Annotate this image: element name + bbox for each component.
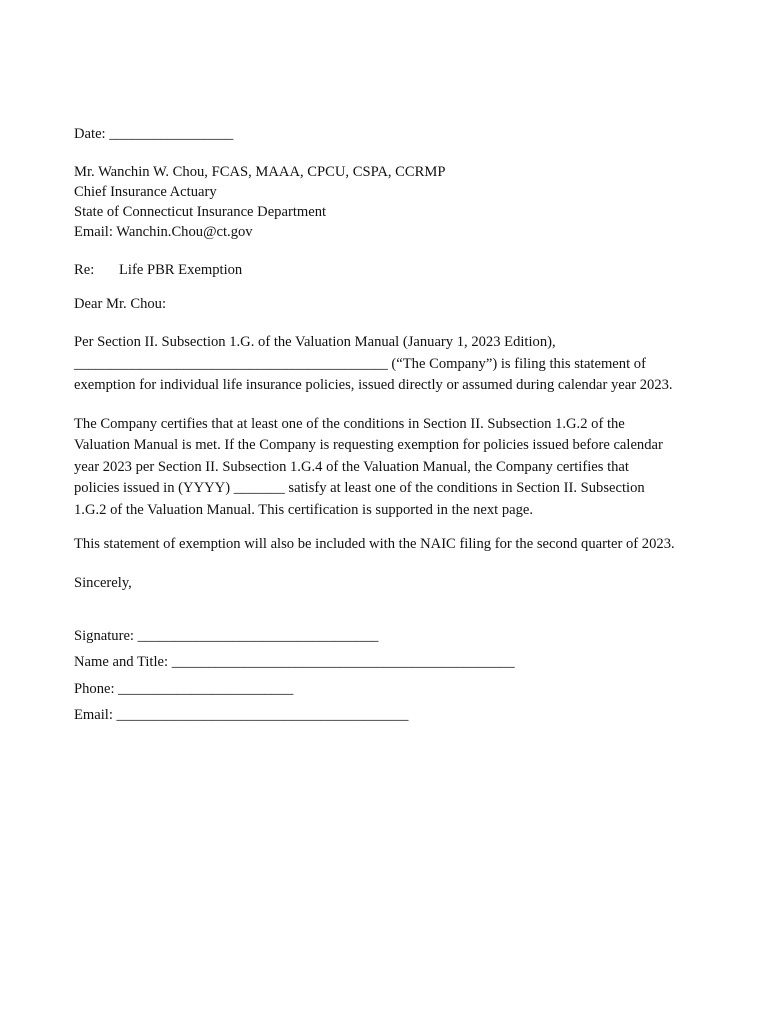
phone-field[interactable]: Phone: ________________________ bbox=[74, 680, 294, 697]
salutation: Dear Mr. Chou: bbox=[74, 296, 167, 312]
paragraph-line: The Company certifies that at least one of the conditions in Section II. Subsection 1.G.2 of the bbox=[74, 415, 625, 432]
recipient-department: State of Connecticut Insurance Department bbox=[74, 204, 327, 220]
signature-field[interactable]: Signature: _________________________________ bbox=[74, 627, 379, 644]
paragraph-naic-filing: This statement of exemption will also be included with the NAIC filing for the second quarter of 2023. bbox=[74, 536, 675, 552]
company-name-field[interactable]: ___________________________________________ (“The Company”) is filing this statement of bbox=[74, 355, 646, 372]
re-subject: Life PBR Exemption bbox=[119, 262, 243, 278]
year-field[interactable]: policies issued in (YYYY) _______ satisfy at least one of the conditions in Section II. Subsection bbox=[74, 480, 645, 496]
name-title-field[interactable]: Name and Title: _______________________________________________ bbox=[74, 654, 515, 670]
letter-page bbox=[74, 124, 714, 729]
closing: Sincerely, bbox=[74, 574, 132, 591]
recipient-name: Mr. Wanchin W. Chou, FCAS, MAAA, CPCU, CSPA, CCRMP bbox=[74, 164, 446, 180]
email-field[interactable]: Email: ________________________________________ bbox=[74, 707, 409, 723]
recipient-address bbox=[74, 162, 714, 242]
paragraph-line: exemption for individual life insurance policies, issued directly or assumed during calendar year 2023. bbox=[74, 377, 673, 393]
paragraph-line: Per Section II. Subsection 1.G. of the Valuation Manual (January 1, 2023 Edition), bbox=[74, 334, 556, 350]
recipient-title: Chief Insurance Actuary bbox=[74, 184, 217, 200]
recipient-email: Email: Wanchin.Chou@ct.gov bbox=[74, 224, 253, 240]
paragraph-certification bbox=[74, 414, 714, 522]
subject-line bbox=[74, 260, 714, 280]
date-field[interactable]: Date: _________________ bbox=[74, 126, 234, 142]
paragraph-filing-statement bbox=[74, 332, 714, 397]
paragraph-line: Valuation Manual is met. If the Company is requesting exemption for policies issued before calendar bbox=[74, 437, 663, 453]
paragraph-line: 1.G.2 of the Valuation Manual. This certification is supported in the next page. bbox=[74, 501, 534, 518]
re-label: Re: bbox=[74, 262, 95, 278]
signature-block bbox=[74, 623, 714, 729]
paragraph-line: year 2023 per Section II. Subsection 1.G.4 of the Valuation Manual, the Company certifies that bbox=[74, 458, 629, 475]
